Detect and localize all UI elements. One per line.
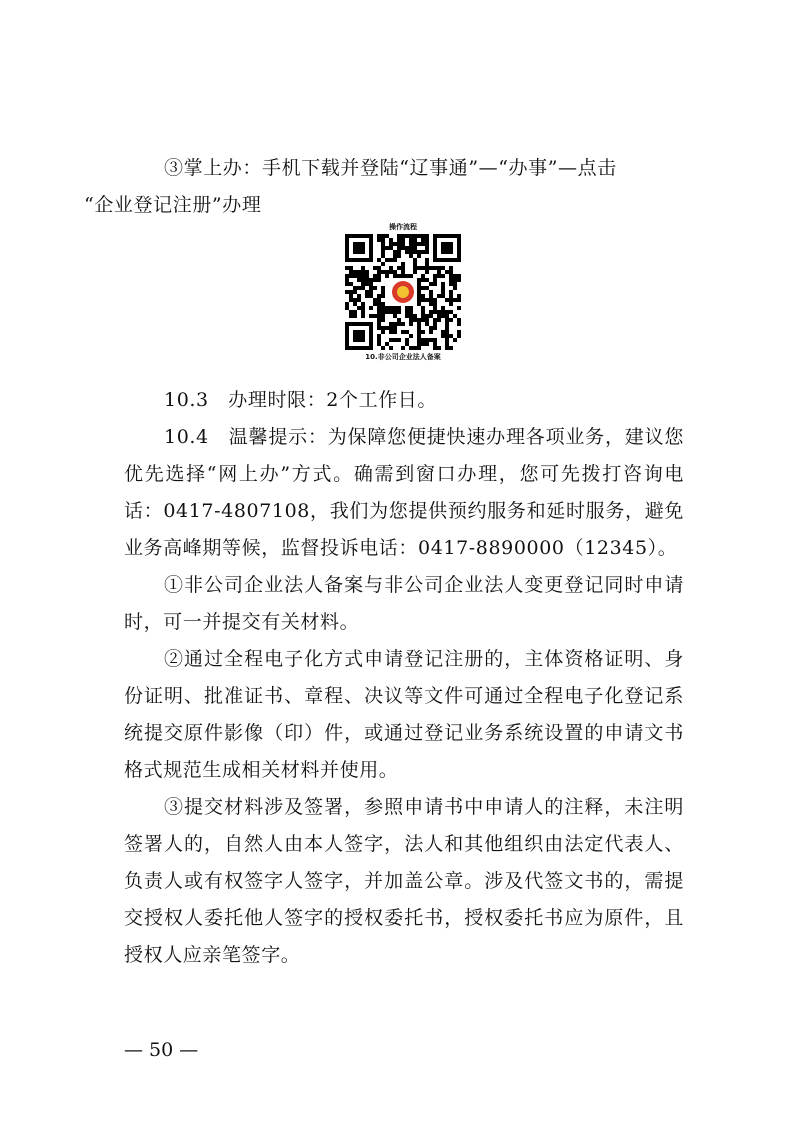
mobile-line-2: “企业登记注册”办理 [84,194,262,216]
page-number: — 50 — [124,1039,199,1061]
paragraph-10-4: 10.4 温馨提示：为保障您便捷快速办理各项业务，建议您优先选择“网上办”方式。确需到窗口办理，您可先拨打咨询电话：0417-4807108，我们为您提供预约服务和延时服务，避免业务高峰期等候，监督投诉电话：0417-8890000（12345）。 [124,426,684,559]
note-2: ②通过全程电子化方式申请登记注册的，主体资格证明、身份证明、批准证书、章程、决议等文件可通过全程电子化登记系统提交原件影像（印）件，或通过登记业务系统设置的申请文书格式规范生成相关材料并使用。 [124,648,684,781]
qr-code-icon[interactable] [345,234,461,350]
paragraph-10-3: 10.3 办理时限：2个工作日。 [164,389,437,411]
note-1: ①非公司企业法人备案与非公司企业法人变更登记同时申请时，可一并提交有关材料。 [124,574,684,633]
note-3: ③提交材料涉及签署，参照申请书中申请人的注释，未注明签署人的，自然人由本人签字，法人和其他组织由法定代表人、负责人或有权签字人签字，并加盖公章。涉及代签文书的，需提交授权人委托他人签字的授权委托书，授权委托书应为原件，且授权人应亲笔签字。 [124,796,684,966]
mobile-line-1: ③掌上办：手机下载并登陆“辽事通”—“办事”—点击 [164,157,617,179]
qr-caption: 10.非公司企业法人备案 [365,353,441,361]
qr-title: 操作流程 [389,223,417,231]
mobile-section [84,150,684,224]
qr-block [338,222,468,361]
